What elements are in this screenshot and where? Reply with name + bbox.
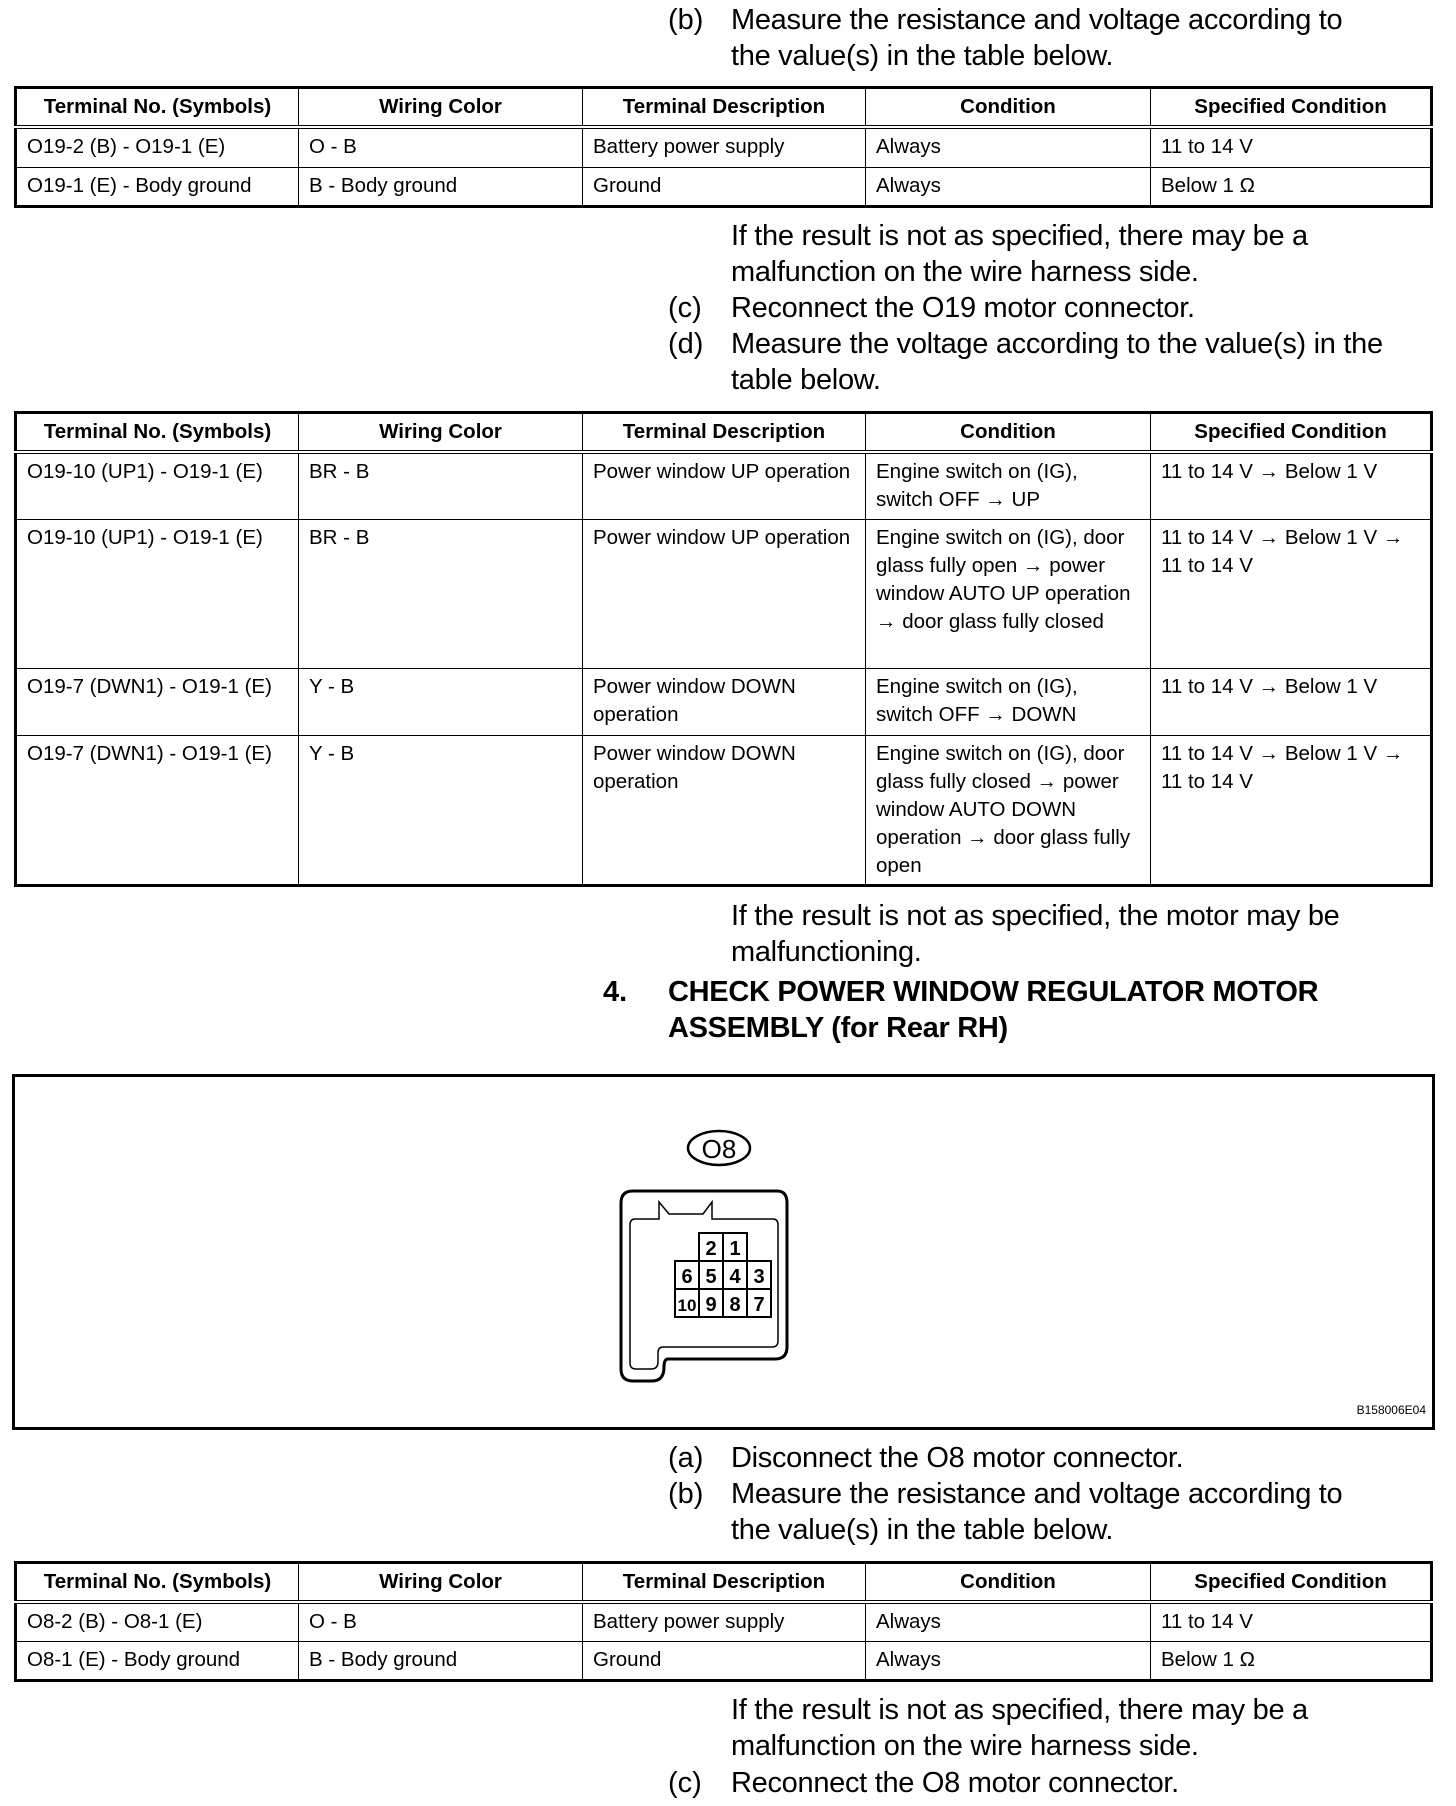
step-text: Measure the resistance and voltage according to — [731, 1478, 1343, 1510]
column-header: Terminal No. (Symbols) — [16, 413, 299, 453]
section-heading: CHECK POWER WINDOW REGULATOR MOTOR — [668, 976, 1319, 1008]
table-cell: Engine switch on (IG), switch OFF → DOWN — [866, 668, 1151, 735]
pin-number: 3 — [753, 1266, 765, 1288]
table-cell: Ground — [583, 167, 866, 206]
table-cell: Battery power supply — [583, 127, 866, 167]
note-text: If the result is not as specified, there may be a — [731, 1694, 1308, 1726]
pin-number: 1 — [729, 1238, 741, 1260]
column-header: Condition — [866, 88, 1151, 128]
terminal-table-1 — [14, 86, 1433, 208]
terminal-table-2 — [14, 411, 1433, 887]
table-cell: BR - B — [299, 519, 583, 668]
column-header: Specified Condition — [1151, 413, 1432, 453]
table-cell: 11 to 14 V → Below 1 V → 11 to 14 V — [1151, 735, 1432, 885]
table-cell: Below 1 Ω — [1151, 1641, 1432, 1680]
terminal-table-3 — [14, 1561, 1433, 1682]
step-text: table below. — [731, 364, 881, 396]
step-text: Reconnect the O8 motor connector. — [731, 1767, 1179, 1799]
column-header: Terminal Description — [583, 88, 866, 128]
table-cell: Always — [866, 167, 1151, 206]
table-cell: Y - B — [299, 668, 583, 735]
step-label: (c) — [668, 1767, 702, 1799]
table-cell: Battery power supply — [583, 1602, 866, 1641]
step-text: Measure the resistance and voltage according to — [731, 4, 1343, 36]
table-cell: O - B — [299, 127, 583, 167]
column-header: Wiring Color — [299, 413, 583, 453]
pin-number: 5 — [705, 1266, 717, 1288]
column-header: Terminal Description — [583, 413, 866, 453]
pin-number: 9 — [705, 1294, 717, 1316]
step-text: the value(s) in the table below. — [731, 40, 1114, 72]
table-row — [16, 167, 1432, 206]
step-label: (a) — [668, 1442, 704, 1474]
note-text: malfunction on the wire harness side. — [731, 256, 1199, 288]
step-label: (d) — [668, 328, 704, 360]
table-row — [16, 668, 1432, 735]
step-label: (b) — [668, 1478, 704, 1510]
table-cell: Always — [866, 1602, 1151, 1641]
note-text: If the result is not as specified, there may be a — [731, 220, 1308, 252]
table-cell: O19-2 (B) - O19-1 (E) — [16, 127, 299, 167]
table-cell: B - Body ground — [299, 1641, 583, 1680]
table-cell: 11 to 14 V → Below 1 V — [1151, 452, 1432, 519]
table-row — [16, 519, 1432, 668]
table-cell: O8-1 (E) - Body ground — [16, 1641, 299, 1680]
pin-number: 4 — [729, 1266, 741, 1288]
table-cell: Below 1 Ω — [1151, 167, 1432, 206]
note-text: malfunction on the wire harness side. — [731, 1730, 1199, 1762]
connector-diagram — [12, 1074, 1435, 1430]
pin-number: 8 — [729, 1294, 741, 1316]
step-text: Reconnect the O19 motor connector. — [731, 292, 1195, 324]
table-header-row — [16, 1563, 1432, 1603]
pin-number: 6 — [681, 1266, 693, 1288]
table-row — [16, 127, 1432, 167]
table-cell: 11 to 14 V → Below 1 V — [1151, 668, 1432, 735]
table-cell: Y - B — [299, 735, 583, 885]
table-cell: O8-2 (B) - O8-1 (E) — [16, 1602, 299, 1641]
table-cell: Engine switch on (IG), switch OFF → UP — [866, 452, 1151, 519]
column-header: Terminal No. (Symbols) — [16, 1563, 299, 1603]
step-label: (c) — [668, 292, 702, 324]
table-cell: O19-7 (DWN1) - O19-1 (E) — [16, 668, 299, 735]
figure-code: B158006E04 — [1356, 1403, 1426, 1417]
section-heading: ASSEMBLY (for Rear RH) — [668, 1012, 1008, 1044]
column-header: Terminal No. (Symbols) — [16, 88, 299, 128]
column-header: Wiring Color — [299, 1563, 583, 1603]
connector-label: O8 — [701, 1134, 737, 1164]
table-cell: O - B — [299, 1602, 583, 1641]
table-header-row — [16, 413, 1432, 453]
table-cell: Power window UP operation — [583, 452, 866, 519]
step-label: (b) — [668, 4, 704, 36]
table-cell: Engine switch on (IG), door glass fully closed → power window AUTO DOWN operation → door glass fully open — [866, 735, 1151, 885]
table-row — [16, 452, 1432, 519]
step-text: Disconnect the O8 motor connector. — [731, 1442, 1184, 1474]
pin-number: 7 — [753, 1294, 765, 1316]
step-text: Measure the voltage according to the value(s) in the — [731, 328, 1383, 360]
column-header: Condition — [866, 413, 1151, 453]
table-cell: Power window DOWN operation — [583, 668, 866, 735]
column-header: Terminal Description — [583, 1563, 866, 1603]
section-number: 4. — [603, 976, 628, 1008]
table-row — [16, 1602, 1432, 1641]
table-cell: Ground — [583, 1641, 866, 1680]
table-cell: 11 to 14 V — [1151, 127, 1432, 167]
step-text: the value(s) in the table below. — [731, 1514, 1114, 1546]
table-cell: Engine switch on (IG), door glass fully open → power window AUTO UP operation → door glass fully closed — [866, 519, 1151, 668]
column-header: Specified Condition — [1151, 88, 1432, 128]
table-cell: BR - B — [299, 452, 583, 519]
column-header: Condition — [866, 1563, 1151, 1603]
table-cell: O19-10 (UP1) - O19-1 (E) — [16, 452, 299, 519]
table-cell: 11 to 14 V — [1151, 1602, 1432, 1641]
table-cell: Always — [866, 127, 1151, 167]
pin-number: 10 — [677, 1296, 697, 1315]
table-cell: Always — [866, 1641, 1151, 1680]
table-cell: O19-1 (E) - Body ground — [16, 167, 299, 206]
table-cell: B - Body ground — [299, 167, 583, 206]
table-cell: O19-7 (DWN1) - O19-1 (E) — [16, 735, 299, 885]
table-row — [16, 735, 1432, 885]
connector-o8-drawing — [15, 1077, 1432, 1427]
table-row — [16, 1641, 1432, 1680]
table-header-row — [16, 88, 1432, 128]
column-header: Wiring Color — [299, 88, 583, 128]
note-text: malfunctioning. — [731, 936, 922, 968]
table-cell: Power window UP operation — [583, 519, 866, 668]
note-text: If the result is not as specified, the motor may be — [731, 900, 1340, 932]
table-cell: O19-10 (UP1) - O19-1 (E) — [16, 519, 299, 668]
table-cell: 11 to 14 V → Below 1 V → 11 to 14 V — [1151, 519, 1432, 668]
column-header: Specified Condition — [1151, 1563, 1432, 1603]
table-cell: Power window DOWN operation — [583, 735, 866, 885]
pin-number: 2 — [705, 1238, 717, 1260]
